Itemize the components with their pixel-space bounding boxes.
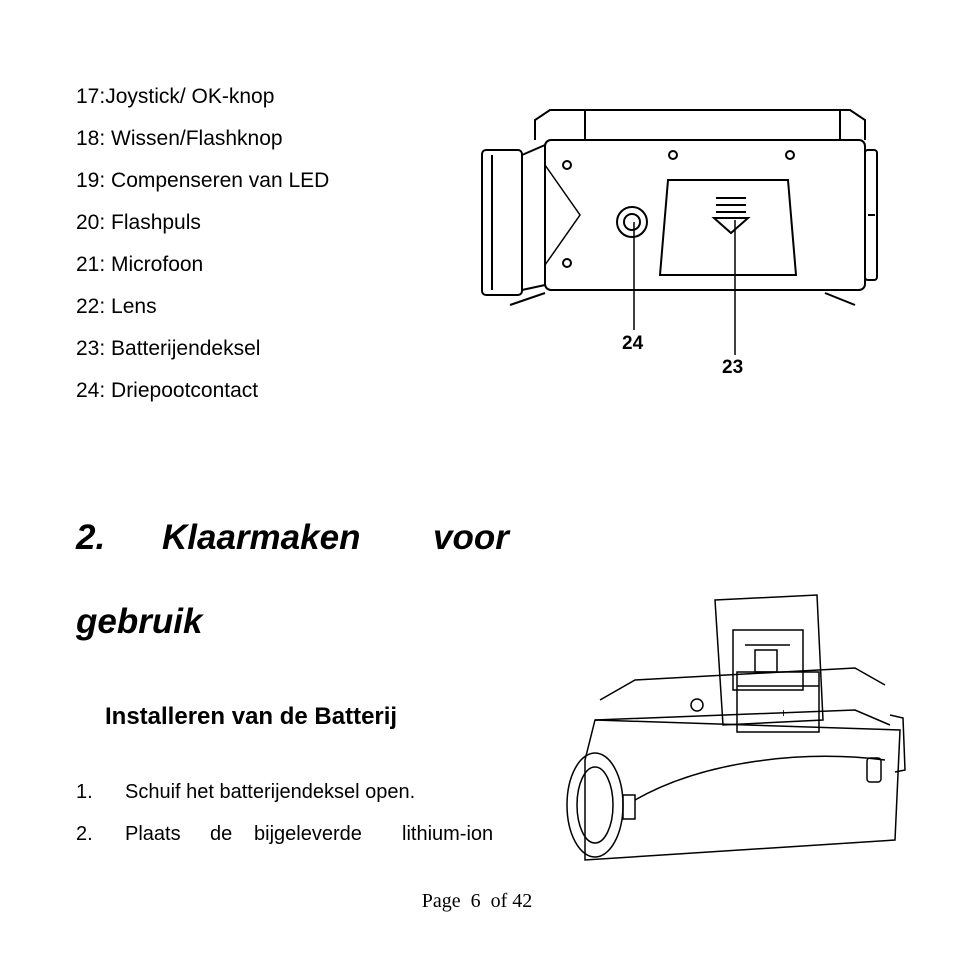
part-18: 18: Wissen/Flashknop bbox=[76, 127, 283, 150]
part-17: 17:Joystick/ OK-knop bbox=[76, 85, 275, 108]
part-24: 24: Driepootcontact bbox=[76, 379, 259, 402]
step-2-word-2: de bbox=[210, 823, 233, 845]
part-20: 20: Flashpuls bbox=[76, 211, 201, 234]
of-label: of bbox=[490, 890, 508, 912]
callout-24: 24 bbox=[622, 333, 644, 354]
step-2-word-1: Plaats bbox=[125, 823, 181, 845]
section-title-word-1: Klaarmaken bbox=[162, 518, 361, 557]
battery-install-illustration bbox=[555, 590, 915, 875]
subheading: Installeren van de Batterij bbox=[105, 703, 398, 730]
part-21: 21: Microfoon bbox=[76, 253, 204, 276]
part-19: 19: Compenseren van LED bbox=[76, 169, 330, 192]
part-22: 22: Lens bbox=[76, 295, 157, 318]
section-title-word-2: voor bbox=[433, 518, 509, 557]
step-2-number: 2. bbox=[76, 823, 93, 845]
svg-text:+: + bbox=[780, 706, 788, 720]
page-label: Page bbox=[421, 890, 461, 912]
section-title-line-2: gebruik bbox=[76, 602, 203, 641]
section-number: 2. bbox=[76, 518, 106, 557]
step-2-word-4: lithium-ion bbox=[402, 823, 494, 845]
step-1-number: 1. bbox=[76, 781, 93, 803]
callout-23: 23 bbox=[722, 357, 744, 378]
total-pages: 42 bbox=[512, 890, 533, 912]
camera-bottom-illustration bbox=[470, 95, 890, 395]
current-page: 6 bbox=[470, 890, 481, 912]
step-2-word-3: bijgeleverde bbox=[254, 823, 362, 845]
step-1-text: Schuif het batterijendeksel open. bbox=[125, 781, 416, 803]
page-footer bbox=[0, 890, 954, 913]
part-23: 23: Batterijendeksel bbox=[76, 337, 261, 360]
